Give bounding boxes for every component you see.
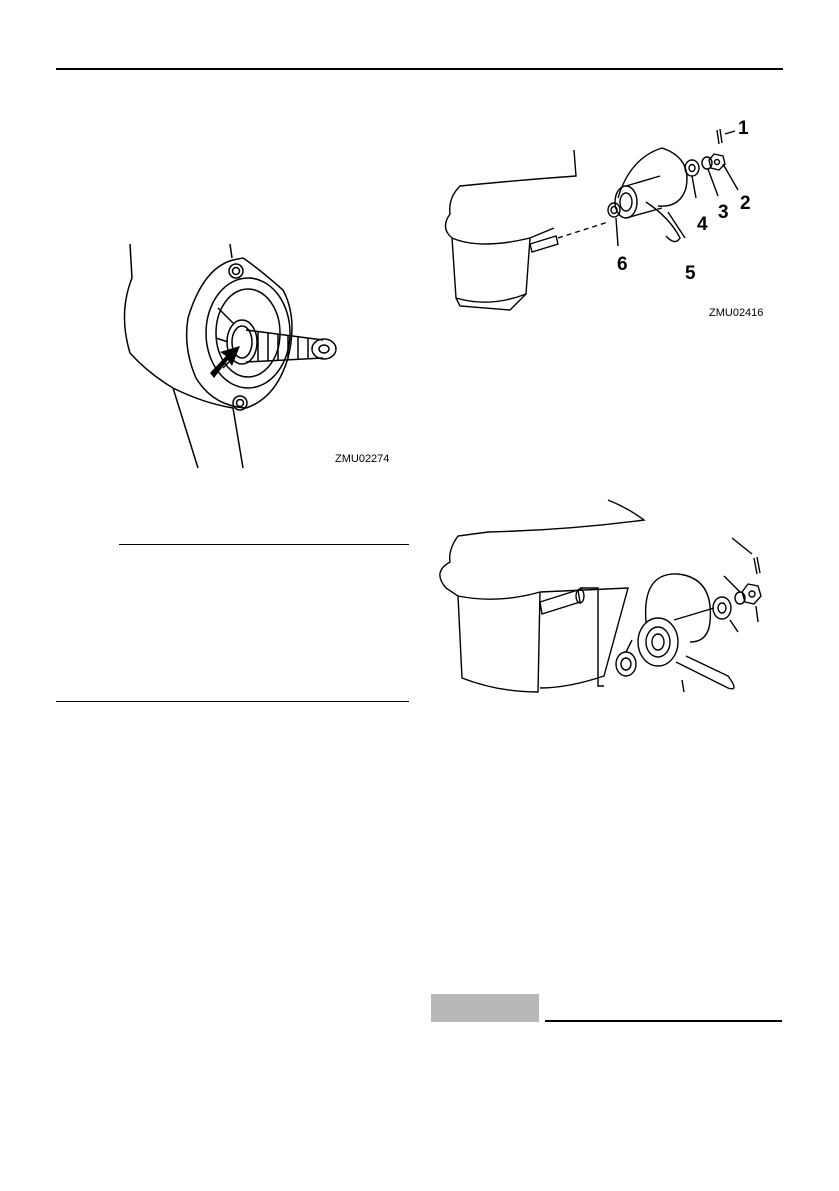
section-bottom-rule	[56, 701, 409, 702]
figure-code-shaft: ZMU02274	[335, 453, 390, 465]
callout-6: 6	[617, 254, 628, 275]
note-heading-rule	[545, 1020, 782, 1022]
callout-3: 3	[718, 202, 729, 223]
callout-1: 1	[738, 118, 749, 139]
figure-propeller-exploded-large	[428, 492, 784, 704]
callout-5: 5	[685, 263, 696, 284]
shaft-illustration	[118, 238, 418, 470]
header-rule	[56, 68, 783, 70]
callout-4: 4	[697, 214, 708, 235]
propeller-assembly-illustration	[428, 492, 784, 704]
figure-propeller-exploded-numbered	[430, 118, 790, 316]
callout-2: 2	[740, 193, 751, 214]
figure-propeller-shaft	[118, 238, 418, 470]
note-label-box	[431, 994, 539, 1022]
propeller-parts-illustration	[430, 118, 790, 316]
figure-code-propeller: ZMU02416	[709, 307, 764, 319]
note-top-rule	[119, 544, 409, 545]
